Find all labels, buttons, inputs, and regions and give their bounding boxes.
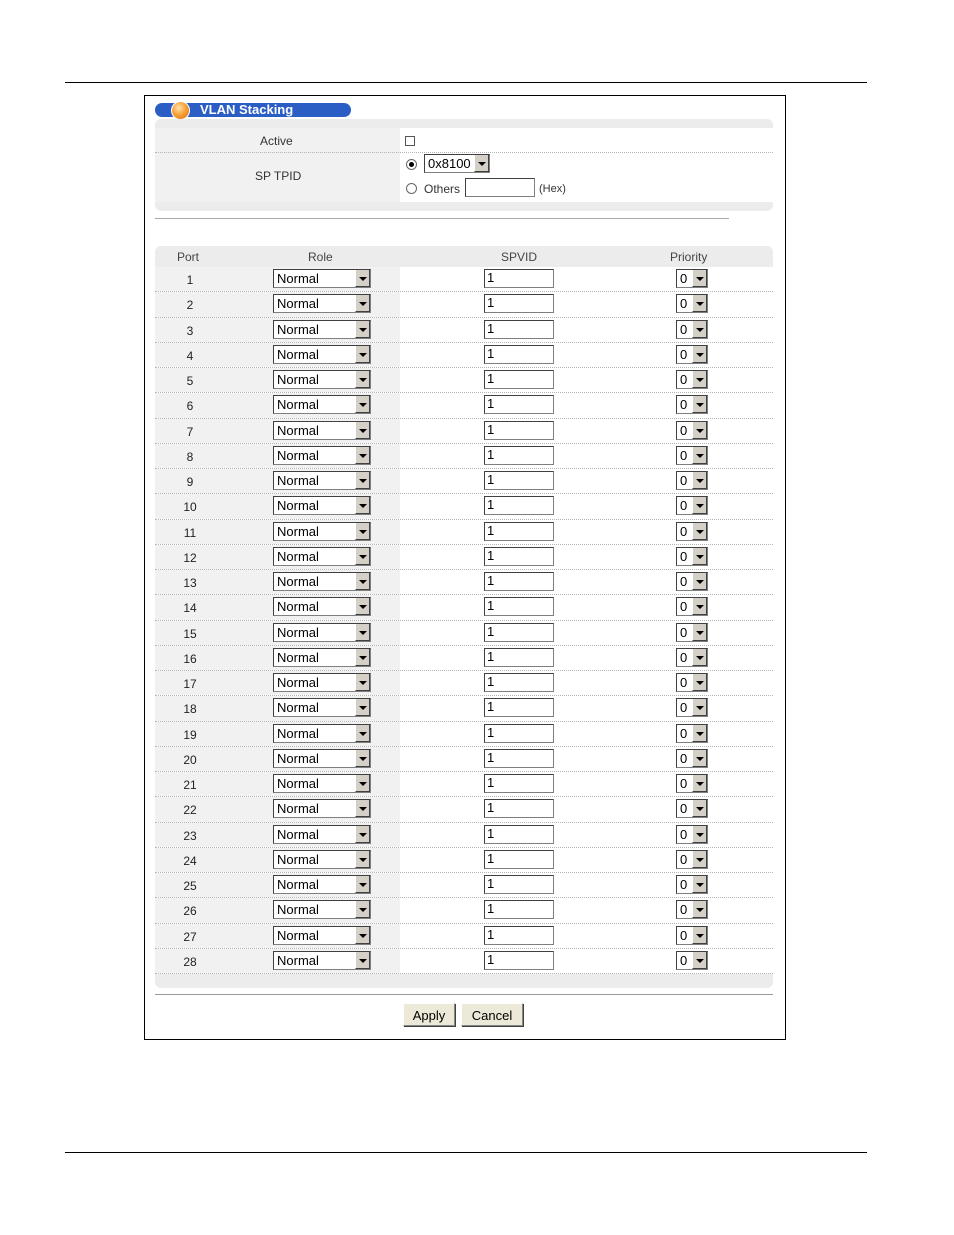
spvid-input[interactable]: 1 [484,749,554,768]
priority-select[interactable] [676,421,708,440]
chevron-down-icon[interactable] [692,851,707,868]
table-row [155,292,773,317]
spvid-input[interactable]: 1 [484,850,554,869]
chevron-down-icon[interactable] [692,573,707,590]
role-select[interactable] [273,320,371,339]
chevron-down-icon[interactable] [692,826,707,843]
role-select-value: Normal [277,624,319,640]
header-role: Role [308,250,333,264]
role-select[interactable] [273,951,371,970]
priority-select[interactable] [676,698,708,717]
tpid-preset-radio[interactable] [406,159,417,170]
role-select[interactable] [273,799,371,818]
header-spvid: SPVID [501,250,538,264]
chevron-down-icon[interactable] [692,548,707,565]
chevron-down-icon[interactable] [355,321,370,338]
priority-select[interactable] [676,648,708,667]
priority-select[interactable] [676,345,708,364]
chevron-down-icon[interactable] [692,497,707,514]
port-number: 27 [183,929,197,944]
priority-select[interactable] [676,724,708,743]
role-select[interactable] [273,673,371,692]
port-number: 23 [183,828,197,843]
table-row [155,949,773,974]
chevron-down-icon[interactable] [355,472,370,489]
priority-select-value: 0 [680,498,688,514]
role-select-value: Normal [277,523,319,539]
chevron-down-icon[interactable] [355,270,370,287]
role-select-value: Normal [277,927,319,943]
role-select[interactable] [273,774,371,793]
spvid-input[interactable]: 1 [484,597,554,616]
priority-select[interactable] [676,875,708,894]
chevron-down-icon[interactable] [355,371,370,388]
spvid-input[interactable]: 1 [484,673,554,692]
port-number: 12 [183,550,197,565]
chevron-down-icon[interactable] [692,901,707,918]
table-row [155,343,773,368]
table-row [155,545,773,570]
spvid-input[interactable]: 1 [484,320,554,339]
table-row [155,267,773,292]
role-select-value: Normal [277,422,319,438]
priority-select[interactable] [676,951,708,970]
spvid-input[interactable]: 1 [484,926,554,945]
active-label: Active [260,134,293,148]
priority-select[interactable] [676,496,708,515]
spvid-input[interactable]: 1 [484,345,554,364]
table-row [155,747,773,772]
role-select-value: Normal [277,397,319,413]
role-select[interactable] [273,648,371,667]
chevron-down-icon[interactable] [355,775,370,792]
spvid-input[interactable]: 1 [484,572,554,591]
chevron-down-icon[interactable] [355,649,370,666]
priority-select-value: 0 [680,927,688,943]
chevron-down-icon[interactable] [355,598,370,615]
role-select[interactable] [273,623,371,642]
priority-select-value: 0 [680,624,688,640]
role-select[interactable] [273,597,371,616]
chevron-down-icon[interactable] [692,396,707,413]
role-select-value: Normal [277,649,319,665]
active-checkbox[interactable] [405,136,415,146]
sp-tpid-label: SP TPID [255,169,302,183]
spvid-input[interactable]: 1 [484,421,554,440]
chevron-down-icon[interactable] [355,624,370,641]
role-select-value: Normal [277,902,319,918]
port-table [155,246,773,988]
chevron-down-icon[interactable] [692,927,707,944]
chevron-down-icon[interactable] [355,346,370,363]
chevron-down-icon[interactable] [692,523,707,540]
priority-select-value: 0 [680,296,688,312]
role-select-value: Normal [277,321,319,337]
priority-select-value: 0 [680,271,688,286]
role-select[interactable] [273,471,371,490]
port-number: 18 [183,702,197,717]
port-number: 28 [183,954,197,969]
others-hex-input[interactable] [465,178,535,197]
spvid-input[interactable]: 1 [484,446,554,465]
chevron-down-icon[interactable] [692,270,707,287]
port-number: 25 [183,879,197,893]
priority-select-value: 0 [680,523,688,539]
spvid-input[interactable]: 1 [484,471,554,490]
port-number: 4 [186,348,194,363]
spvid-input[interactable]: 1 [484,522,554,541]
priority-select[interactable] [676,623,708,642]
port-number: 24 [183,853,197,868]
role-select[interactable] [273,572,371,591]
table-row [155,393,773,418]
spvid-input[interactable]: 1 [484,623,554,642]
spvid-input[interactable]: 1 [484,875,554,894]
chevron-down-icon[interactable] [355,573,370,590]
chevron-down-icon[interactable] [692,750,707,767]
settings-divider [155,152,773,153]
cancel-button[interactable]: Cancel [461,1003,523,1026]
chevron-down-icon[interactable] [692,295,707,312]
role-select-value: Normal [277,851,319,867]
tpid-select-value: 0x8100 [428,156,471,171]
role-select-value: Normal [277,700,319,716]
chevron-down-icon[interactable] [355,901,370,918]
chevron-down-icon[interactable] [692,952,707,969]
table-row [155,621,773,646]
role-select[interactable] [273,370,371,389]
priority-select-value: 0 [680,346,688,362]
section-separator [155,218,729,219]
chevron-down-icon[interactable] [474,155,489,172]
table-row [155,444,773,469]
role-select[interactable] [273,421,371,440]
chevron-down-icon[interactable] [692,624,707,641]
priority-select[interactable] [676,547,708,566]
role-select-value: Normal [277,271,319,286]
priority-select-value: 0 [680,877,688,892]
table-row [155,873,773,898]
tpid-others-radio[interactable] [406,183,417,194]
priority-select[interactable] [676,850,708,869]
chevron-down-icon[interactable] [692,598,707,615]
priority-select-value: 0 [680,372,688,387]
chevron-down-icon[interactable] [355,800,370,817]
chevron-down-icon[interactable] [355,699,370,716]
table-row [155,722,773,747]
spvid-input[interactable]: 1 [484,825,554,844]
spvid-input[interactable]: 1 [484,370,554,389]
port-number: 19 [183,727,197,742]
chevron-down-icon[interactable] [355,497,370,514]
role-select[interactable] [273,496,371,515]
role-select[interactable] [273,724,371,743]
port-number: 22 [183,803,197,818]
orange-orb-icon [171,101,190,120]
role-select[interactable] [273,875,371,894]
table-row [155,696,773,721]
settings-section [155,119,773,211]
page-top-rule [65,82,867,83]
chevron-down-icon[interactable] [355,295,370,312]
role-select[interactable] [273,522,371,541]
chevron-down-icon[interactable] [692,321,707,338]
priority-select-value: 0 [680,826,688,842]
role-select-value: Normal [277,599,319,615]
role-select-value: Normal [277,750,319,766]
port-number: 14 [183,601,197,616]
chevron-down-icon[interactable] [355,851,370,868]
table-row [155,570,773,595]
table-row [155,848,773,873]
chevron-down-icon[interactable] [692,699,707,716]
port-number: 5 [186,374,194,388]
priority-select-value: 0 [680,397,688,413]
port-number: 6 [186,399,194,414]
port-number: 13 [183,576,197,590]
role-select-value: Normal [277,296,319,312]
role-select-value: Normal [277,372,319,387]
others-label: Others [424,182,461,196]
port-number: 11 [183,525,197,540]
page-bottom-rule [65,1152,867,1153]
role-select-value: Normal [277,548,319,564]
port-number: 3 [186,323,194,338]
table-row [155,772,773,797]
table-row [155,797,773,822]
priority-select[interactable] [676,269,708,288]
spvid-input[interactable]: 1 [484,799,554,818]
chevron-down-icon[interactable] [355,750,370,767]
table-row [155,898,773,923]
priority-select[interactable] [676,900,708,919]
priority-select-value: 0 [680,851,688,867]
priority-select[interactable] [676,774,708,793]
table-row [155,419,773,444]
priority-select-value: 0 [680,473,688,488]
port-number: 10 [183,500,197,515]
priority-select-value: 0 [680,574,688,589]
role-select-value: Normal [277,447,319,463]
port-number: 26 [183,904,197,919]
table-row [155,823,773,848]
spvid-input[interactable]: 1 [484,269,554,288]
port-number: 7 [186,424,194,439]
port-number: 9 [186,475,194,489]
table-body [155,267,773,974]
priority-select-value: 0 [680,447,688,463]
priority-select[interactable] [676,370,708,389]
priority-select-value: 0 [680,750,688,766]
chevron-down-icon[interactable] [355,674,370,691]
role-select[interactable] [273,269,371,288]
role-select[interactable] [273,345,371,364]
role-select[interactable] [273,900,371,919]
role-select-value: Normal [277,473,319,488]
chevron-down-icon[interactable] [692,447,707,464]
chevron-down-icon[interactable] [692,472,707,489]
chevron-down-icon[interactable] [355,826,370,843]
priority-select-value: 0 [680,952,688,968]
spvid-input[interactable]: 1 [484,294,554,313]
port-number: 8 [186,449,194,464]
chevron-down-icon[interactable] [692,800,707,817]
table-row [155,646,773,671]
table-row [155,494,773,519]
role-select-value: Normal [277,346,319,362]
chevron-down-icon[interactable] [355,447,370,464]
spvid-input[interactable]: 1 [484,496,554,515]
role-select-value: Normal [277,725,319,741]
priority-select[interactable] [676,749,708,768]
table-row [155,520,773,545]
chevron-down-icon[interactable] [355,422,370,439]
port-number: 20 [183,752,197,767]
spvid-input[interactable]: 1 [484,698,554,717]
role-select-value: Normal [277,877,319,892]
role-select[interactable] [273,294,371,313]
table-row [155,595,773,620]
role-select[interactable] [273,850,371,869]
spvid-input[interactable]: 1 [484,900,554,919]
priority-select[interactable] [676,471,708,490]
header-port: Port [177,250,200,264]
priority-select[interactable] [676,320,708,339]
priority-select[interactable] [676,825,708,844]
priority-select-value: 0 [680,649,688,665]
chevron-down-icon[interactable] [692,346,707,363]
chevron-down-icon[interactable] [692,649,707,666]
settings-body [155,128,773,202]
priority-select[interactable] [676,597,708,616]
role-select[interactable] [273,825,371,844]
port-number: 2 [186,298,194,313]
chevron-down-icon[interactable] [692,422,707,439]
role-select[interactable] [273,749,371,768]
priority-select-value: 0 [680,801,688,817]
header-priority: Priority [670,250,708,264]
spvid-input[interactable]: 1 [484,648,554,667]
priority-select[interactable] [676,395,708,414]
port-number: 17 [183,677,197,691]
spvid-input[interactable]: 1 [484,547,554,566]
priority-select-value: 0 [680,599,688,615]
chevron-down-icon[interactable] [355,396,370,413]
priority-select[interactable] [676,799,708,818]
port-number: 16 [183,651,197,666]
port-number: 21 [183,778,197,792]
priority-select-value: 0 [680,902,688,918]
role-select-value: Normal [277,675,319,690]
spvid-input[interactable]: 1 [484,395,554,414]
apply-button[interactable]: Apply [403,1003,455,1026]
port-number: 15 [183,626,197,641]
spvid-input[interactable]: 1 [484,724,554,743]
chevron-down-icon[interactable] [355,876,370,893]
port-number: 1 [186,273,194,287]
priority-select-value: 0 [680,548,688,564]
table-header [155,246,773,267]
chevron-down-icon[interactable] [692,775,707,792]
chevron-down-icon[interactable] [355,927,370,944]
role-select-value: Normal [277,498,319,514]
role-select[interactable] [273,395,371,414]
spvid-input[interactable]: 1 [484,774,554,793]
chevron-down-icon[interactable] [355,548,370,565]
priority-select-value: 0 [680,776,688,791]
priority-select[interactable] [676,446,708,465]
table-row [155,671,773,696]
priority-select-value: 0 [680,321,688,337]
priority-select[interactable] [676,673,708,692]
priority-select[interactable] [676,926,708,945]
role-select[interactable] [273,926,371,945]
chevron-down-icon[interactable] [692,876,707,893]
role-select-value: Normal [277,801,319,817]
chevron-down-icon[interactable] [355,725,370,742]
role-select-value: Normal [277,826,319,842]
table-row [155,469,773,494]
role-select[interactable] [273,698,371,717]
role-select-value: Normal [277,574,319,589]
priority-select[interactable] [676,522,708,541]
priority-select-value: 0 [680,675,688,690]
role-select[interactable] [273,446,371,465]
chevron-down-icon[interactable] [355,952,370,969]
chevron-down-icon[interactable] [692,674,707,691]
role-select-value: Normal [277,776,319,791]
spvid-input[interactable]: 1 [484,951,554,970]
priority-select-value: 0 [680,422,688,438]
table-row [155,368,773,393]
chevron-down-icon[interactable] [355,523,370,540]
tpid-select[interactable] [424,154,490,173]
table-row [155,318,773,343]
priority-select[interactable] [676,572,708,591]
footer-separator [155,994,773,995]
priority-select-value: 0 [680,700,688,716]
priority-select-value: 0 [680,725,688,741]
role-select-value: Normal [277,952,319,968]
panel-title: VLAN Stacking [200,102,294,117]
priority-select[interactable] [676,294,708,313]
chevron-down-icon[interactable] [692,371,707,388]
chevron-down-icon[interactable] [692,725,707,742]
table-row [155,924,773,949]
role-select[interactable] [273,547,371,566]
hex-label: (Hex) [539,183,566,195]
